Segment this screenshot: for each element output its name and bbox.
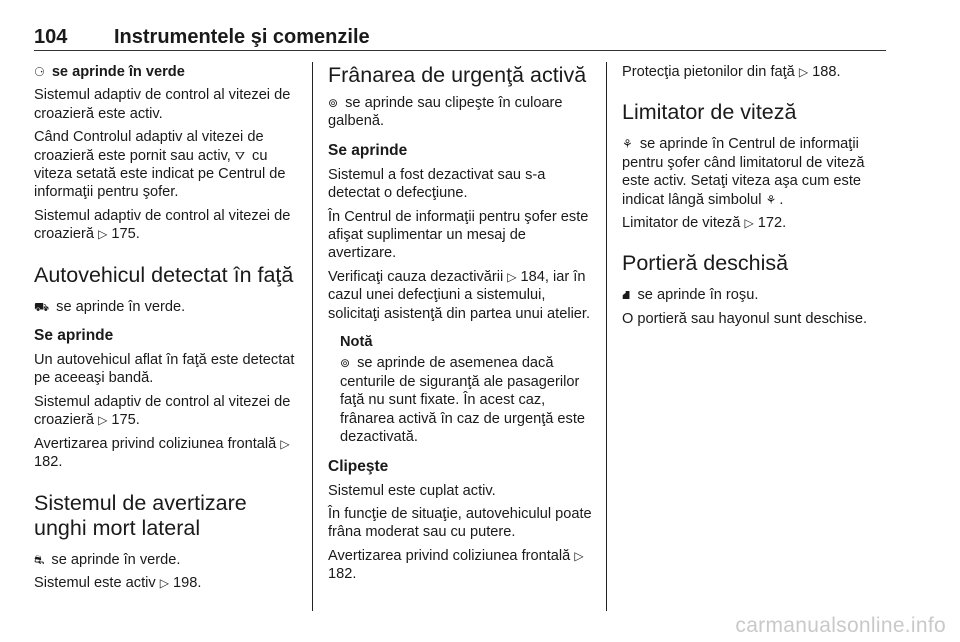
page-ref-arrow-icon: ▷ xyxy=(159,575,169,590)
blind-spot-icon: ⛐ xyxy=(34,552,45,567)
text: Verificaţi cauza dezactivării xyxy=(328,268,508,285)
text: se aprinde în roşu. xyxy=(633,287,759,304)
subheading-lit: Se aprinde xyxy=(328,141,408,159)
paragraph: În Centrul de informaţii pentru şofer este afişat suplimentar un mesaj de avertizare. xyxy=(328,208,589,262)
vehicle-ahead-icon: ⛟ xyxy=(34,299,50,314)
emergency-brake-icon: ⊚ xyxy=(340,356,351,371)
text: se aprinde sau clipeşte în culoare galbenă. xyxy=(328,95,563,130)
text: se aprinde în Centrul de informaţii pentru şofer când limitatorul de viteză este activ. Setaţi viteza aşa cum este indicat lângă simbolul xyxy=(622,136,865,208)
text: Sistemul adaptiv de control al vitezei de croazieră xyxy=(34,393,291,429)
text: Avertizarea privind coliziunea frontală xyxy=(328,547,575,564)
emergency-brake-icon: ⊚ xyxy=(328,96,339,110)
heading-blind-spot: Sistemul de avertizare unghi mort lateral xyxy=(34,490,247,540)
paragraph: Sistemul a fost dezactivat sau s-a detectat o defecţiune. xyxy=(328,166,546,202)
text: se aprinde de asemenea dacă centurile de siguranţă ale pasagerilor faţă nu sunt fixate. În acest caz, frânarea activă în caz de urgenţă este dezactivată. xyxy=(340,355,586,446)
paragraph: Un autovehicul aflat în faţă este detectat pe aceeaşi bandă. xyxy=(34,352,295,387)
page-ref-arrow-icon: ▷ xyxy=(798,65,809,79)
paragraph xyxy=(328,94,594,131)
text: Sistemul este activ xyxy=(34,574,160,591)
page-ref[interactable]: 182. xyxy=(328,566,357,583)
note-title: Notă xyxy=(340,334,373,351)
subheading-lit: Se aprinde xyxy=(34,327,114,345)
cruise-indicator-text: se aprinde în verde xyxy=(47,64,185,80)
set-speed-icon: ⛛ xyxy=(234,148,245,163)
door-open-icon: ⛘ xyxy=(622,288,631,303)
subheading-flashes: Clipeşte xyxy=(328,457,389,475)
column-divider xyxy=(606,62,607,611)
text: 184, iar în cazul unei defecţiuni a sistemului, solicitaţi asistenţă din partea unui atelier. xyxy=(328,268,591,322)
page-ref[interactable]: 182. xyxy=(34,454,63,471)
page-ref-arrow-icon: ▷ xyxy=(507,269,517,284)
watermark: carmanualsonline.info xyxy=(735,614,946,637)
text: Protecţia pietonilor din faţă xyxy=(622,64,799,80)
heading-speed-limiter: Limitator de viteză xyxy=(622,100,797,125)
text: . xyxy=(779,191,784,208)
page-ref[interactable]: 175. xyxy=(107,226,140,243)
page-header xyxy=(34,24,886,51)
column-right xyxy=(622,63,888,328)
page-ref-arrow-icon: ▷ xyxy=(98,413,108,428)
text: cu viteza setată este indicat pe Centrul de informaţii pentru şofer. xyxy=(34,147,286,201)
note-box xyxy=(328,333,594,446)
paragraph xyxy=(328,547,594,584)
page-number: 104 xyxy=(34,26,68,48)
column-middle xyxy=(328,63,594,584)
paragraph xyxy=(34,207,300,244)
paragraph: Sistemul adaptiv de control al vitezei de croazieră este activ. xyxy=(34,87,291,122)
note-text xyxy=(340,354,594,446)
column-left xyxy=(34,63,300,592)
paragraph xyxy=(328,268,594,323)
paragraph xyxy=(34,435,300,472)
page-ref-arrow-icon: ▷ xyxy=(744,216,754,231)
paragraph xyxy=(34,298,300,316)
page-ref-arrow-icon: ▷ xyxy=(98,227,108,242)
paragraph xyxy=(34,393,300,430)
cruise-control-icon: ⚆ xyxy=(34,65,45,79)
paragraph: O portieră sau hayonul sunt deschise. xyxy=(622,310,867,327)
text: Sistemul adaptiv de control al vitezei de croazieră xyxy=(34,207,291,243)
heading-emergency-braking: Frânarea de urgenţă activă xyxy=(328,63,587,87)
paragraph xyxy=(622,63,888,81)
paragraph xyxy=(622,135,888,209)
paragraph xyxy=(34,128,300,202)
page-ref-arrow-icon: ▷ xyxy=(574,548,584,563)
paragraph xyxy=(622,214,888,232)
text: se aprinde în verde. xyxy=(52,298,186,315)
page-title: Instrumentele şi comenzile xyxy=(114,26,370,48)
column-divider xyxy=(312,62,313,611)
text: Când Controlul adaptiv al vitezei de croazieră este pornit sau activ, xyxy=(34,129,264,164)
page-ref[interactable]: 198. xyxy=(168,574,202,591)
paragraph xyxy=(34,574,300,592)
heading-door-open: Portieră deschisă xyxy=(622,251,789,276)
page-ref[interactable]: 172. xyxy=(753,215,787,232)
paragraph xyxy=(34,551,300,569)
page-ref[interactable]: 175. xyxy=(107,412,140,429)
text: Limitator de viteză xyxy=(622,215,745,232)
cruise-indicator-line xyxy=(34,63,300,81)
page-ref-arrow-icon: ▷ xyxy=(280,436,290,451)
text: Avertizarea privind coliziunea frontală xyxy=(34,435,281,452)
speed-limiter-icon: ⚘ xyxy=(765,192,777,207)
paragraph xyxy=(622,286,888,304)
text: se aprinde în verde. xyxy=(47,551,181,568)
speed-limiter-icon: ⚘ xyxy=(622,137,633,152)
page-ref[interactable]: 188. xyxy=(808,64,841,80)
heading-vehicle-ahead: Autovehicul detectat în faţă xyxy=(34,262,294,287)
paragraph: În funcţie de situaţie, autovehiculul poate frâna moderat sau cu putere. xyxy=(328,505,592,541)
paragraph: Sistemul este cuplat activ. xyxy=(328,482,496,499)
